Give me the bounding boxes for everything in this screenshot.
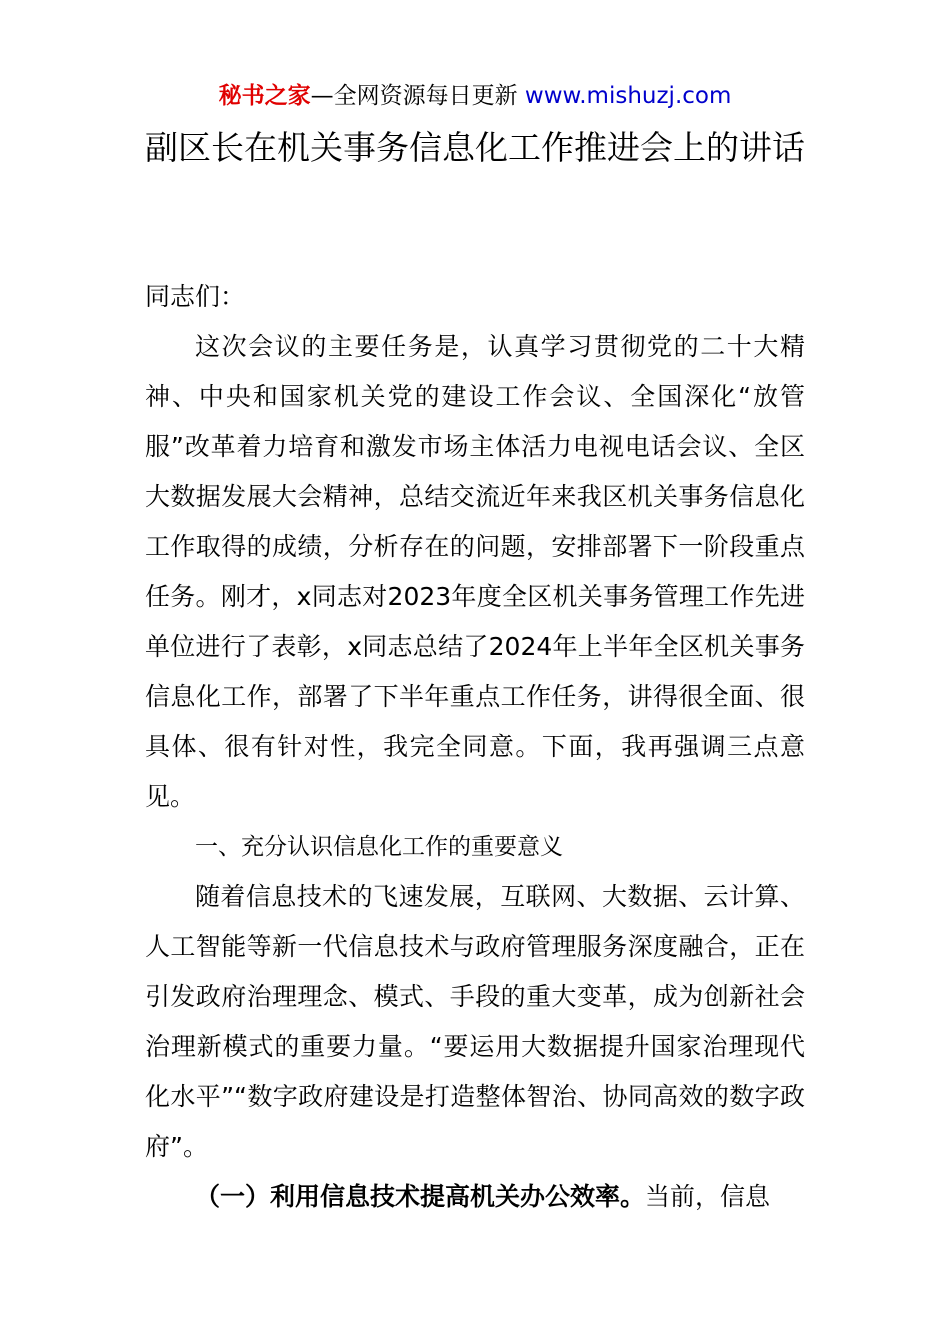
section-heading: 一、充分认识信息化工作的重要意义 (195, 834, 563, 860)
document-title: 副区长在机关事务信息化工作推进会上的讲话 (145, 128, 805, 167)
paragraph: 这次会议的主要任务是，认真学习贯彻党的二十大精神、中央和国家机关党的建设工作会议、全国深化“放管服”改革着力培育和激发市场主体活力电视电话会议、全区大数据发展大会精神，总结交流近年来我区机关事务信息化工作取得的成绩，分析存在的问题，安排部署下一阶段重点任务。刚才，x同志对2023年度全区机关事务管理工作先进单位进行了表彰，x同志总结了2024年上半年全区机关事务信息化工作，部署了下半年重点工作任务，讲得很全面、很具体、很有针对性，我完全同意。下面，我再强调三点意见。 (145, 332, 805, 811)
subsection-heading: （一）利用信息技术提高机关办公效率。 (195, 1182, 646, 1211)
subsection-paragraph (145, 1172, 805, 1222)
site-header (0, 80, 950, 112)
subsection-text: 当前，信息 (645, 1182, 771, 1211)
salutation: 同志们： (145, 282, 246, 311)
site-url-link[interactable]: www.mishuzj.com (524, 83, 732, 109)
header-tagline: —全网资源每日更新 (310, 83, 525, 109)
paragraph: 随着信息技术的飞速发展，互联网、大数据、云计算、人工智能等新一代信息技术与政府管理服务深度融合，正在引发政府治理理念、模式、手段的重大变革，成为创新社会治理新模式的重要力量。“要运用大数据提升国家治理现代化水平”“数字政府建设是打造整体智治、协同高效的数字政府”。 (145, 882, 805, 1161)
brand-name: 秘书之家 (218, 83, 311, 109)
document-body (145, 272, 805, 1222)
